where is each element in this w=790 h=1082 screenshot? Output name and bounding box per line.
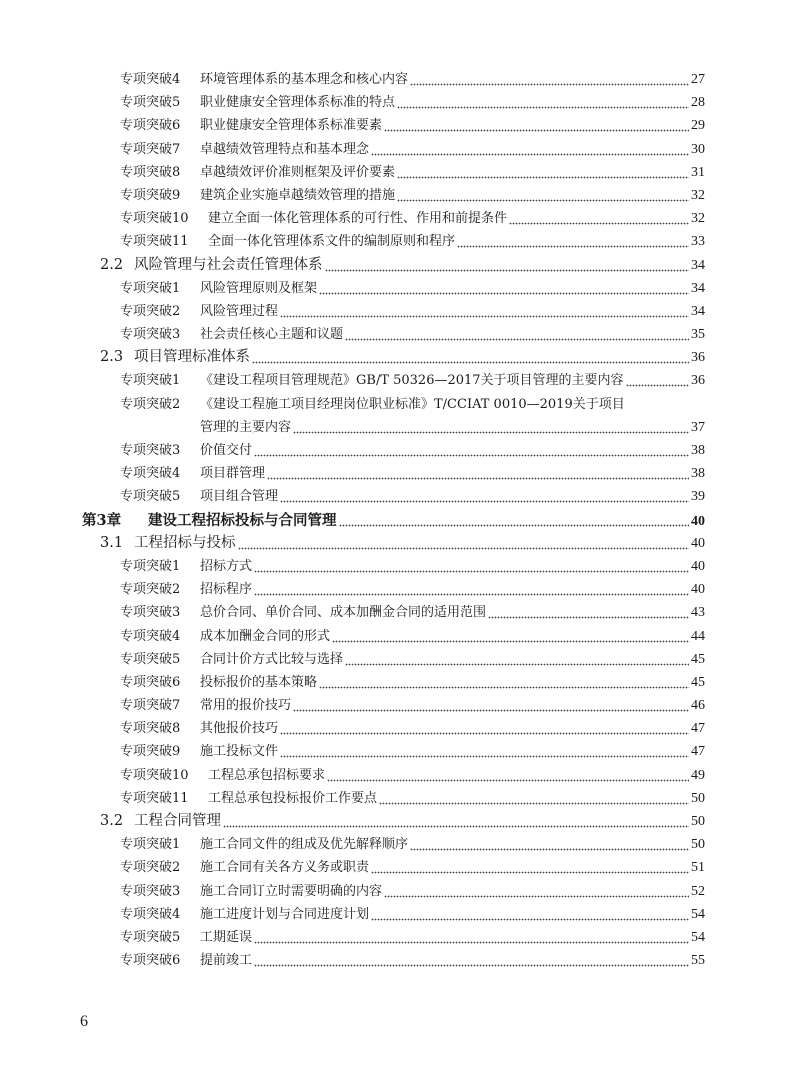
entry-page-number: 45 [691, 651, 705, 667]
toc-item-entry[interactable] [0, 949, 705, 972]
entry-page-number: 34 [691, 280, 705, 296]
toc-item-entry[interactable] [0, 601, 705, 624]
entry-label: 专项突破1 [120, 280, 181, 296]
dot-leader [280, 485, 689, 508]
entry-title: 卓越绩效评价准则框架及评价要素 [200, 164, 396, 180]
entry-page-number: 32 [691, 187, 705, 203]
entry-label: 专项突破10 [120, 767, 189, 783]
toc-item-entry[interactable] [0, 91, 705, 114]
dot-leader [626, 369, 689, 392]
entry-label: 专项突破2 [120, 303, 181, 319]
toc-item-entry[interactable] [0, 648, 705, 671]
entry-label: 专项突破6 [120, 118, 181, 134]
toc-item-entry[interactable] [0, 439, 705, 462]
entry-label: 3.1 [100, 534, 124, 551]
entry-title: 施工合同有关各方义务或职责 [200, 860, 370, 876]
entry-label: 专项突破9 [120, 744, 181, 760]
entry-title: 职业健康安全管理体系标准要素 [200, 118, 383, 134]
entry-page-number: 50 [691, 790, 705, 806]
dot-leader [254, 926, 689, 949]
dot-leader [332, 625, 689, 648]
entry-label: 专项突破7 [120, 141, 181, 157]
entry-title: 投标报价的基本策略 [200, 674, 318, 690]
entry-label: 专项突破8 [120, 164, 181, 180]
dot-leader [254, 439, 689, 462]
entry-title: 建筑企业实施卓越绩效管理的措施 [200, 187, 396, 203]
entry-page-number: 31 [691, 164, 705, 180]
entry-title: 职业健康安全管理体系标准的特点 [200, 95, 396, 111]
entry-page-number: 43 [691, 605, 705, 621]
toc-item-entry[interactable] [0, 833, 705, 856]
dot-leader [371, 138, 689, 161]
entry-page-number: 28 [691, 95, 705, 111]
entry-title: 风险管理原则及框架 [200, 280, 318, 296]
toc-item-entry[interactable] [0, 230, 705, 253]
dot-leader [325, 254, 690, 277]
dot-leader [319, 277, 689, 300]
dot-leader [397, 91, 689, 114]
entry-title: 建立全面一体化管理体系的可行性、作用和前提条件 [208, 211, 508, 227]
entry-page-number: 47 [691, 744, 705, 760]
dot-leader [345, 648, 689, 671]
entry-label: 专项突破2 [120, 396, 181, 412]
entry-title: 工期延误 [200, 929, 253, 945]
toc-item-entry[interactable] [0, 555, 705, 578]
entry-title: 项目群管理 [200, 466, 266, 482]
toc-item-entry[interactable] [0, 671, 705, 694]
entry-label: 专项突破3 [120, 605, 181, 621]
dot-leader [345, 323, 689, 346]
dot-leader [410, 833, 689, 856]
table-of-contents [0, 68, 790, 972]
toc-chapter-entry[interactable] [0, 509, 705, 532]
toc-item-entry[interactable] [0, 903, 705, 926]
entry-page-number: 39 [691, 489, 705, 505]
entry-page-number: 30 [691, 141, 705, 157]
entry-title: 全面一体化管理体系文件的编制原则和程序 [208, 234, 456, 250]
entry-label: 专项突破1 [120, 373, 181, 389]
dot-leader [293, 416, 689, 439]
dot-leader [327, 764, 689, 787]
entry-page-number: 27 [691, 72, 705, 87]
toc-item-entry[interactable] [0, 880, 705, 903]
entry-label: 专项突破8 [120, 721, 181, 737]
toc-item-entry[interactable] [0, 68, 705, 91]
entry-label: 专项突破2 [120, 582, 181, 598]
entry-page-number: 36 [691, 350, 705, 366]
entry-label: 2.3 [100, 349, 124, 366]
dot-leader [397, 161, 689, 184]
dot-leader [254, 578, 689, 601]
dot-leader [410, 68, 689, 91]
dot-leader [384, 880, 689, 903]
dot-leader [371, 903, 689, 926]
entry-title-continuation: 管理的主要内容 [200, 419, 292, 435]
entry-title: 总价合同、单价合同、成本加酬金合同的适用范围 [200, 605, 487, 621]
entry-page-number: 40 [691, 582, 705, 598]
entry-page-number: 35 [691, 327, 705, 343]
toc-item-entry[interactable] [0, 161, 705, 184]
entry-label: 专项突破9 [120, 187, 181, 203]
entry-title: 提前竣工 [200, 953, 253, 969]
entry-page-number: 55 [691, 953, 705, 969]
toc-item-entry[interactable] [0, 207, 705, 230]
toc-section-entry[interactable] [0, 346, 705, 369]
entry-label: 2.2 [100, 256, 124, 273]
toc-section-entry[interactable] [0, 532, 705, 555]
entry-page-number: 33 [691, 234, 705, 250]
entry-page-number: 34 [691, 257, 705, 273]
entry-page-number: 51 [691, 860, 705, 876]
toc-item-entry[interactable] [0, 694, 705, 717]
entry-title: 社会责任核心主题和议题 [200, 327, 344, 343]
toc-item-entry[interactable] [0, 485, 705, 508]
entry-title: 其他报价技巧 [200, 721, 279, 737]
entry-label: 专项突破1 [120, 558, 181, 574]
entry-label: 第3章 [82, 511, 122, 529]
entry-label: 专项突破3 [120, 327, 181, 343]
entry-title: 成本加酬金合同的形式 [200, 628, 331, 644]
toc-item-entry[interactable] [0, 393, 705, 416]
entry-title: 项目管理标准体系 [134, 349, 250, 366]
entry-title: 招标方式 [200, 558, 253, 574]
entry-page-number: 52 [691, 883, 705, 899]
toc-item-entry[interactable] [0, 462, 705, 485]
entry-label: 专项突破4 [120, 466, 181, 482]
entry-page-number: 54 [691, 906, 705, 922]
dot-leader [238, 532, 690, 555]
entry-title: 环境管理体系的基本理念和核心内容 [200, 72, 409, 87]
entry-page-number: 38 [691, 443, 705, 458]
entry-page-number: 29 [691, 118, 705, 134]
entry-title: 工程合同管理 [134, 813, 221, 829]
dot-leader [252, 346, 689, 369]
dot-leader [509, 207, 689, 230]
entry-page-number: 50 [691, 837, 705, 853]
entry-label: 专项突破2 [120, 860, 181, 876]
dot-leader [488, 601, 689, 624]
toc-item-entry[interactable] [0, 764, 705, 787]
dot-leader [371, 856, 689, 879]
dot-leader [254, 949, 689, 972]
toc-item-entry[interactable] [0, 138, 705, 161]
entry-label: 专项突破6 [120, 674, 181, 690]
dot-leader [339, 509, 690, 532]
entry-label: 专项突破11 [120, 234, 189, 250]
entry-title: 常用的报价技巧 [200, 698, 292, 714]
dot-leader [280, 300, 689, 323]
entry-label: 专项突破3 [120, 883, 181, 899]
toc-item-entry[interactable] [0, 300, 705, 323]
entry-page-number: 47 [691, 721, 705, 737]
toc-item-entry[interactable] [0, 184, 705, 207]
entry-label: 专项突破5 [120, 929, 181, 945]
entry-label: 专项突破4 [120, 906, 181, 922]
dot-leader [280, 717, 689, 740]
entry-label: 专项突破5 [120, 95, 181, 111]
toc-item-entry[interactable] [0, 277, 705, 300]
entry-title: 项目组合管理 [200, 489, 279, 505]
entry-title: 风险管理与社会责任管理体系 [134, 256, 323, 273]
toc-item-entry[interactable] [0, 625, 705, 648]
entry-label: 专项突破6 [120, 953, 181, 969]
entry-page-number: 40 [691, 558, 705, 574]
entry-title: 建设工程招标投标与合同管理 [148, 511, 337, 529]
toc-item-entry-continuation[interactable] [0, 416, 705, 439]
toc-item-entry[interactable] [0, 369, 705, 392]
toc-item-entry[interactable] [0, 787, 705, 810]
entry-page-number: 34 [691, 303, 705, 319]
entry-page-number: 45 [691, 674, 705, 690]
entry-label: 专项突破10 [120, 211, 189, 227]
entry-page-number: 46 [691, 698, 705, 714]
entry-page-number: 32 [691, 211, 705, 227]
entry-page-number: 40 [691, 535, 705, 551]
dot-leader [397, 184, 689, 207]
entry-title: 招标程序 [200, 582, 253, 598]
entry-title: 工程招标与投标 [134, 534, 236, 551]
toc-item-entry[interactable] [0, 856, 705, 879]
toc-item-entry[interactable] [0, 926, 705, 949]
entry-title: 价值交付 [200, 443, 253, 458]
entry-page-number: 49 [691, 767, 705, 783]
entry-title: 工程总承包招标要求 [208, 767, 326, 783]
toc-section-entry[interactable] [0, 810, 705, 833]
entry-title: 卓越绩效管理特点和基本理念 [200, 141, 370, 157]
toc-section-entry[interactable] [0, 254, 705, 277]
dot-leader [384, 114, 689, 137]
entry-page-number: 54 [691, 929, 705, 945]
toc-item-entry[interactable] [0, 740, 705, 763]
entry-title: 合同计价方式比较与选择 [200, 651, 344, 667]
dot-leader [379, 787, 689, 810]
entry-label: 专项突破7 [120, 698, 181, 714]
dot-leader [457, 230, 689, 253]
entry-label: 专项突破11 [120, 790, 189, 806]
entry-title: 施工合同订立时需要明确的内容 [200, 883, 383, 899]
entry-label: 专项突破4 [120, 72, 181, 87]
dot-leader [319, 671, 689, 694]
dot-leader [223, 810, 689, 833]
entry-page-number: 37 [691, 419, 705, 435]
entry-title: 施工合同文件的组成及优先解释顺序 [200, 837, 409, 853]
dot-leader [280, 740, 689, 763]
entry-page-number: 44 [691, 628, 705, 644]
entry-title: 《建设工程施工项目经理岗位职业标准》T/CCIAT 0010—2019关于项目 [200, 396, 625, 412]
entry-title: 施工投标文件 [200, 744, 279, 760]
dot-leader [254, 555, 689, 578]
dot-leader [267, 462, 689, 485]
entry-title: 《建设工程项目管理规范》GB/T 50326—2017关于项目管理的主要内容 [200, 373, 624, 389]
entry-title: 施工进度计划与合同进度计划 [200, 906, 370, 922]
entry-title: 风险管理过程 [200, 303, 279, 319]
entry-page-number: 40 [691, 513, 705, 529]
entry-page-number: 36 [691, 373, 705, 389]
entry-page-number: 50 [691, 814, 705, 829]
dot-leader [293, 694, 689, 717]
entry-title: 工程总承包投标报价工作要点 [208, 790, 378, 806]
toc-item-entry[interactable] [0, 114, 705, 137]
toc-item-entry[interactable] [0, 323, 705, 346]
entry-label: 专项突破5 [120, 489, 181, 505]
entry-label: 专项突破4 [120, 628, 181, 644]
entry-label: 专项突破5 [120, 651, 181, 667]
toc-item-entry[interactable] [0, 578, 705, 601]
entry-label: 3.2 [100, 813, 124, 829]
page-number: 6 [80, 1013, 88, 1030]
entry-page-number: 38 [691, 466, 705, 482]
entry-label: 专项突破1 [120, 837, 181, 853]
entry-label: 专项突破3 [120, 443, 181, 458]
toc-item-entry[interactable] [0, 717, 705, 740]
